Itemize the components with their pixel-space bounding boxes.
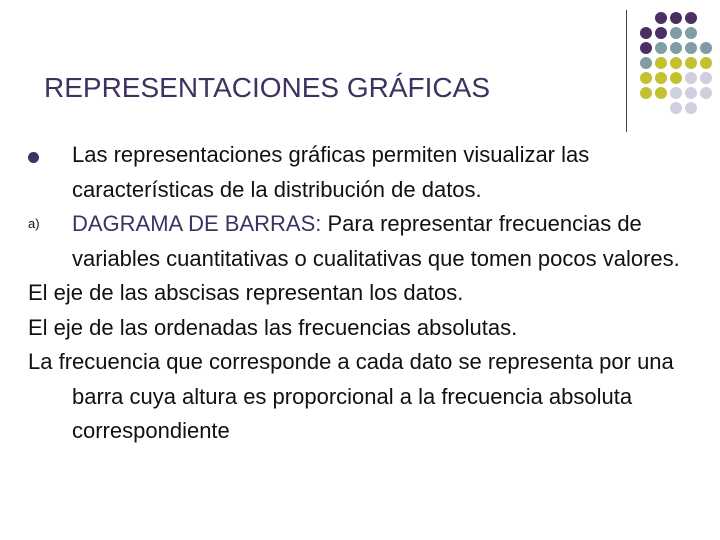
slide-body — [28, 138, 718, 449]
decorative-dot — [655, 27, 667, 39]
term-description: Para representar frecuencias de variables cuantitativas o cualitativas que tomen pocos valores. — [72, 211, 680, 271]
decorative-dot — [655, 72, 667, 84]
bullet-paragraph — [28, 138, 718, 207]
paragraph-abscissa: El eje de las abscisas representan los datos. — [28, 280, 464, 305]
decorative-dot — [685, 12, 697, 24]
decorative-dot — [670, 57, 682, 69]
decorative-dot — [685, 87, 697, 99]
decorative-dot — [655, 87, 667, 99]
paragraph-frequency: La frecuencia que corresponde a cada dato se representa por una barra cuya altura es proporcional a la frecuencia absoluta correspondiente — [28, 349, 674, 443]
term-label: DAGRAMA DE BARRAS: — [72, 211, 322, 236]
decorative-dot — [655, 12, 667, 24]
list-item-a — [28, 207, 718, 276]
decorative-dot — [670, 87, 682, 99]
decorative-dot — [685, 42, 697, 54]
decorative-dot — [670, 42, 682, 54]
decorative-dot — [670, 12, 682, 24]
decorative-dot — [655, 42, 667, 54]
decorative-dot — [670, 102, 682, 114]
decorative-dot — [700, 57, 712, 69]
paragraph-ordinate: El eje de las ordenadas las frecuencias absolutas. — [28, 314, 518, 340]
divider-line — [626, 10, 627, 132]
slide-title: REPRESENTACIONES GRÁFICAS — [44, 72, 491, 103]
decorative-dot — [700, 42, 712, 54]
decorative-dot — [640, 27, 652, 39]
decorative-dot — [670, 72, 682, 84]
bullet-icon — [28, 152, 39, 163]
decorative-dot — [685, 72, 697, 84]
decorative-dot — [700, 87, 712, 99]
decorative-dot — [640, 72, 652, 84]
decorative-dot — [640, 42, 652, 54]
decorative-dot — [685, 27, 697, 39]
list-marker: a) — [28, 216, 40, 231]
decorative-dot — [685, 57, 697, 69]
decorative-dot — [700, 72, 712, 84]
decorative-dot — [640, 87, 652, 99]
decorative-dot — [670, 27, 682, 39]
decorative-dot — [685, 102, 697, 114]
decorative-dot-grid — [640, 12, 720, 122]
intro-text: Las representaciones gráficas permiten visualizar las características de la distribución de datos. — [72, 142, 590, 202]
decorative-dot — [640, 57, 652, 69]
decorative-dot — [655, 57, 667, 69]
